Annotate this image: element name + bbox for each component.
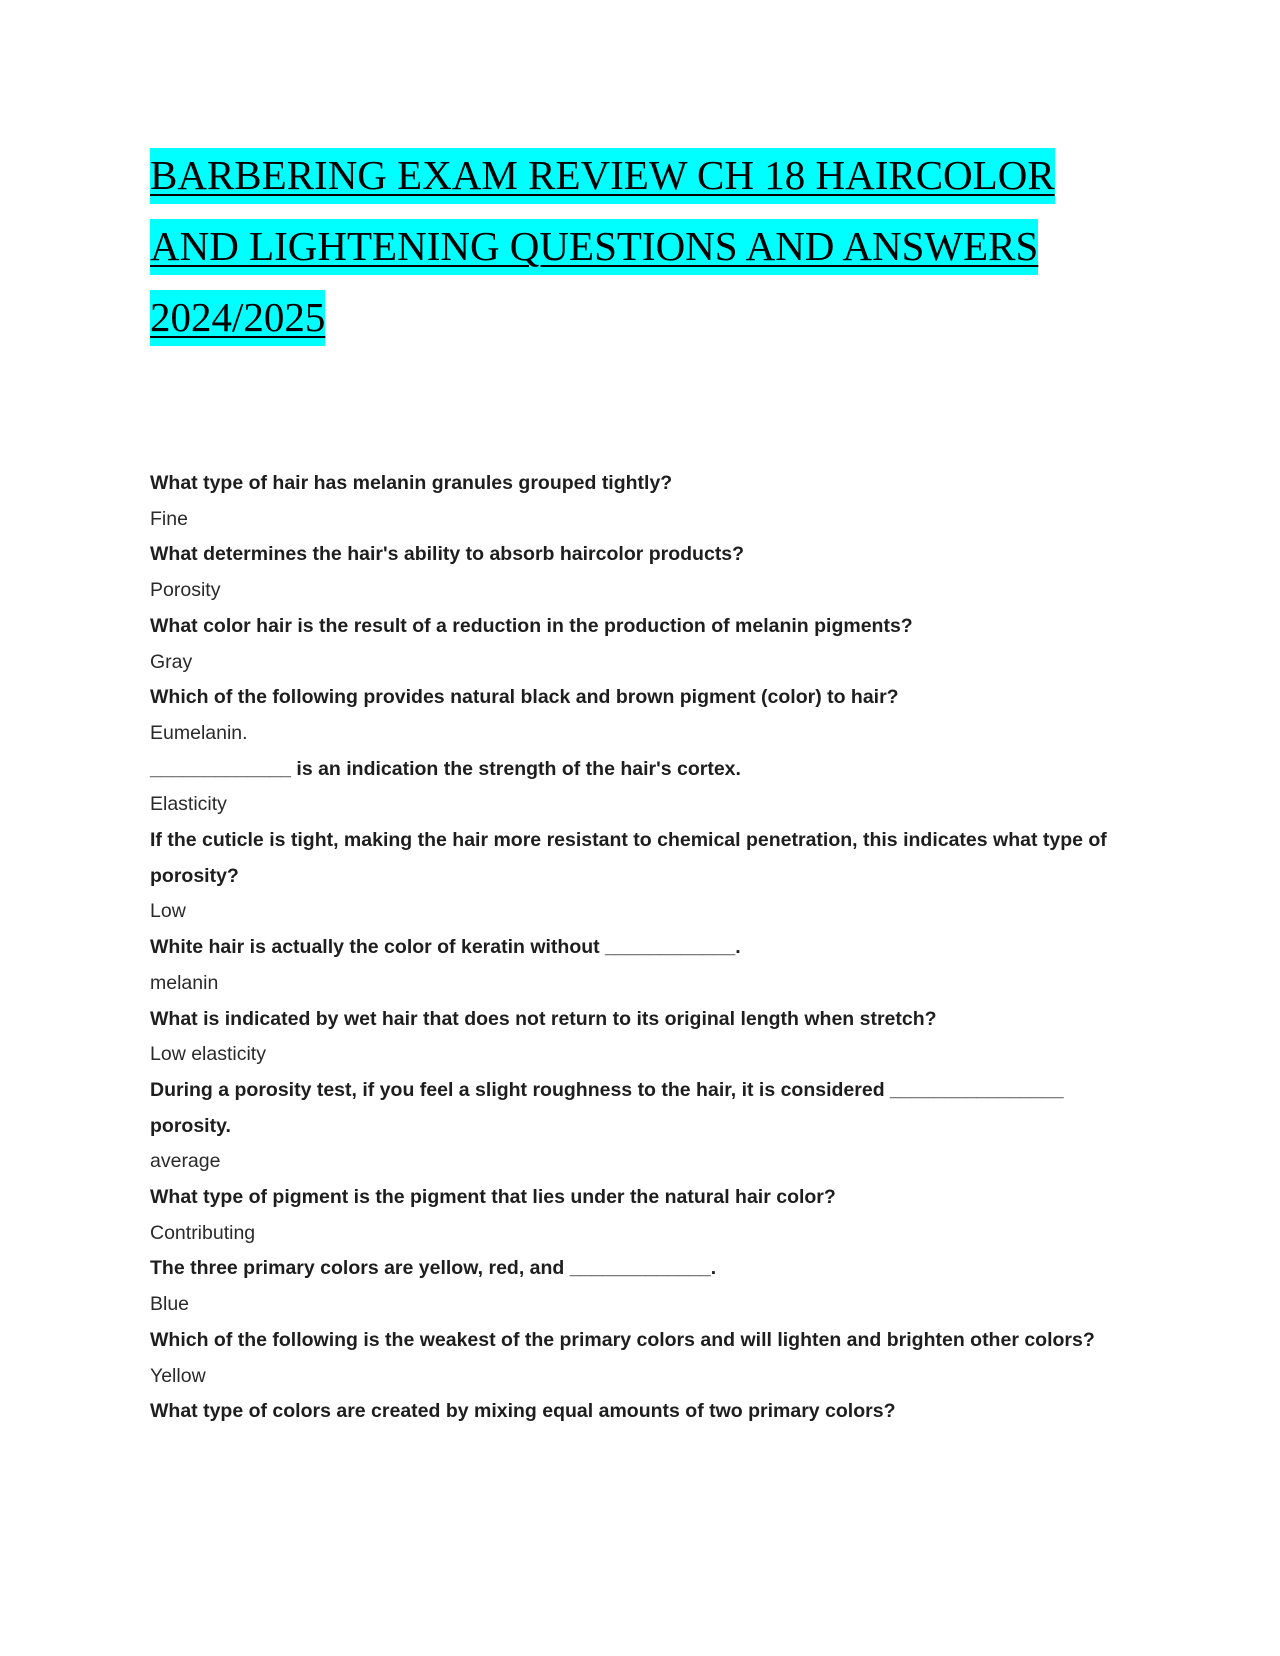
title-line-1: BARBERING EXAM REVIEW CH 18 HAIRCOLOR [150, 148, 1055, 204]
question-7: White hair is actually the color of keratin without ____________. [150, 936, 741, 959]
answer-11: Blue [150, 1293, 190, 1316]
answer-5: Elasticity [150, 793, 227, 816]
question-10: What type of pigment is the pigment that lies under the natural hair color? [150, 1186, 836, 1209]
page-title [150, 140, 1130, 353]
answer-3: Gray [150, 650, 193, 673]
question-12: Which of the following is the weakest of the primary colors and will lighten and brighten other colors? [150, 1328, 1095, 1351]
question-11: The three primary colors are yellow, red, and _____________. [150, 1257, 717, 1280]
answer-4: Eumelanin. [150, 721, 248, 744]
answer-8: Low elasticity [150, 1043, 266, 1066]
question-13: What type of colors are created by mixing equal amounts of two primary colors? [150, 1400, 896, 1423]
answer-1: Fine [150, 507, 188, 530]
question-8: What is indicated by wet hair that does not return to its original length when stretch? [150, 1007, 937, 1030]
question-4: Which of the following provides natural black and brown pigment (color) to hair? [150, 686, 899, 709]
question-1: What type of hair has melanin granules grouped tightly? [150, 472, 673, 494]
answer-6: Low [150, 900, 186, 923]
question-3: What color hair is the result of a reduction in the production of melanin pigments? [150, 614, 913, 637]
question-2: What determines the hair's ability to absorb haircolor products? [150, 543, 745, 566]
answer-7: melanin [150, 971, 219, 994]
question-5: _____________ is an indication the strength of the hair's cortex. [150, 757, 741, 780]
question-9: During a porosity test, if you feel a slight roughness to the hair, it is considered ________________ porosity. [150, 1078, 1064, 1137]
answer-9: average [150, 1150, 221, 1173]
answer-10: Contributing [150, 1221, 256, 1244]
question-6: If the cuticle is tight, making the hair more resistant to chemical penetration, this indicates what type of porosity? [150, 829, 1107, 887]
answer-12: Yellow [150, 1364, 206, 1387]
title-line-3: 2024/2025 [150, 290, 325, 346]
answer-2: Porosity [150, 579, 221, 602]
title-line-2: AND LIGHTENING QUESTIONS AND ANSWERS [150, 219, 1038, 275]
qa-list [150, 466, 1110, 1430]
